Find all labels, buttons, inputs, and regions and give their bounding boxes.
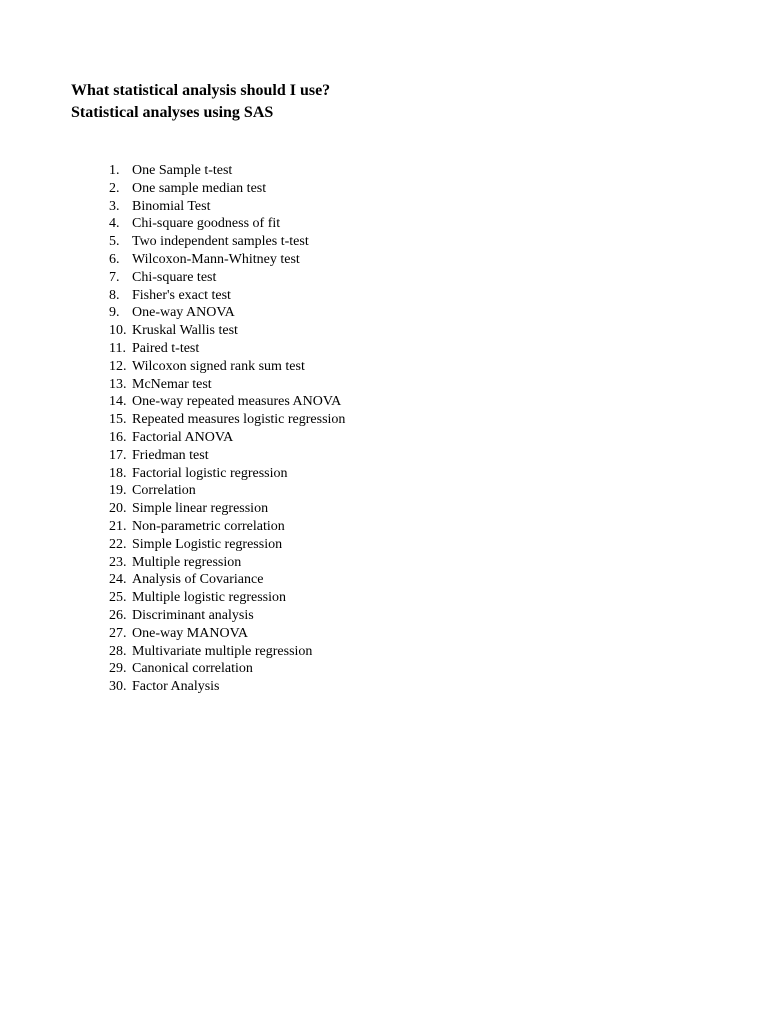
list-item-label: Chi-square goodness of fit — [132, 216, 281, 232]
list-item-label: Non-parametric correlation — [132, 518, 285, 534]
list-item-label: Analysis of Covariance — [132, 572, 264, 588]
list-item-label: Fisher's exact test — [132, 287, 231, 303]
list-item-number: 3. — [109, 198, 120, 214]
list-item-number: 30. — [109, 679, 127, 695]
list-item-label: One-way repeated measures ANOVA — [132, 394, 342, 410]
list-item-label: Wilcoxon signed rank sum test — [132, 358, 305, 374]
list-item-number: 29. — [109, 661, 127, 677]
list-item-label: Paired t-test — [132, 340, 200, 356]
list-item-label: Binomial Test — [132, 198, 211, 214]
list-item-number: 8. — [109, 287, 120, 303]
list-item-number: 10. — [109, 323, 127, 339]
list-item-label: Correlation — [132, 483, 196, 499]
list-item-label: Canonical correlation — [132, 661, 253, 677]
list-item-label: Kruskal Wallis test — [132, 323, 238, 339]
list-item-label: One Sample t-test — [132, 163, 233, 178]
list-item-number: 19. — [109, 483, 127, 499]
list-item-number: 5. — [109, 234, 120, 250]
list-item-label: Repeated measures logistic regression — [132, 412, 346, 428]
list-item-label: Discriminant analysis — [132, 607, 254, 623]
list-item-number: 17. — [109, 447, 127, 463]
list-item-number: 21. — [109, 518, 127, 534]
list-item-label: One-way MANOVA — [132, 625, 249, 641]
list-item-label: Factorial logistic regression — [132, 465, 288, 481]
list-item-number: 11. — [109, 340, 126, 356]
list-item-number: 20. — [109, 501, 127, 517]
list-item-number: 4. — [109, 216, 120, 232]
list-item-number: 14. — [109, 394, 127, 410]
list-item-number: 28. — [109, 643, 127, 659]
list-item-number: 6. — [109, 251, 120, 267]
list-item-label: Factor Analysis — [132, 679, 220, 695]
page-title: What statistical analysis should I use? — [71, 82, 331, 99]
list-item-number: 15. — [109, 412, 127, 428]
list-item-label: Multiple logistic regression — [132, 590, 286, 606]
list-item-label: One-way ANOVA — [132, 305, 235, 321]
list-item-number: 16. — [109, 429, 127, 445]
list-item-label: Simple linear regression — [132, 501, 269, 517]
list-item-label: Friedman test — [132, 447, 209, 463]
list-item-label: McNemar test — [132, 376, 212, 392]
list-item-number: 7. — [109, 269, 120, 285]
list-item-label: Simple Logistic regression — [132, 536, 283, 552]
list-item-number: 9. — [109, 305, 120, 321]
list-item-label: Multiple regression — [132, 554, 242, 570]
list-item-label: Factorial ANOVA — [132, 429, 234, 445]
list-item-number: 1. — [109, 163, 120, 178]
list-item-number: 22. — [109, 536, 127, 552]
list-item-label: Wilcoxon-Mann-Whitney test — [132, 251, 300, 267]
page-subtitle: Statistical analyses using SAS — [71, 104, 274, 121]
list-item-number: 24. — [109, 572, 127, 588]
list-item-label: One sample median test — [132, 180, 267, 196]
list-item-label: Two independent samples t-test — [132, 234, 309, 250]
list-item-number: 23. — [109, 554, 127, 570]
list-item-number: 13. — [109, 376, 127, 392]
list-item-number: 18. — [109, 465, 127, 481]
list-item-number: 27. — [109, 625, 127, 641]
list-item-number: 12. — [109, 358, 127, 374]
list-item-label: Multivariate multiple regression — [132, 643, 313, 659]
list-item-number: 26. — [109, 607, 127, 623]
list-item-number: 25. — [109, 590, 127, 606]
list-item-label: Chi-square test — [132, 269, 217, 285]
list-item-number: 2. — [109, 180, 120, 196]
